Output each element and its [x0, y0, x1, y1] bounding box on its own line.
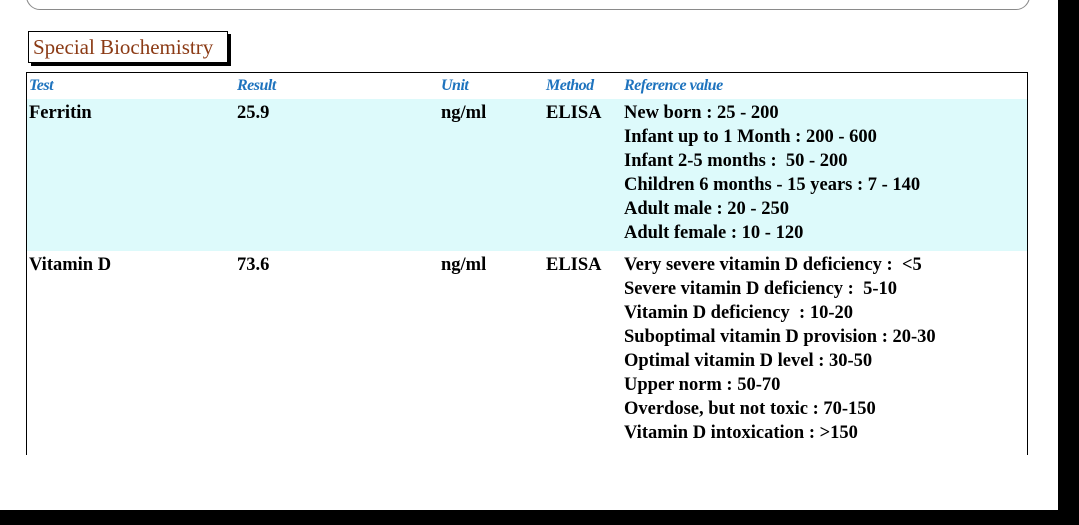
reference-line: Children 6 months - 15 years : 7 - 140: [624, 175, 921, 195]
reference-line: Suboptimal vitamin D provision : 20-30: [624, 327, 936, 347]
test-method: ELISA: [546, 255, 602, 275]
header-result: Result: [237, 77, 276, 94]
reference-line: Optimal vitamin D level : 30-50: [624, 351, 873, 371]
header-unit: Unit: [441, 77, 469, 94]
test-name: Vitamin D: [29, 255, 112, 275]
reference-line: Very severe vitamin D deficiency : <5: [624, 255, 922, 275]
table-row-vitamin-d: [27, 251, 1027, 455]
test-result: 73.6: [237, 255, 270, 275]
header-reference-value: Reference value: [624, 77, 723, 94]
reference-values: [624, 253, 936, 445]
test-method: ELISA: [546, 103, 602, 123]
reference-line: Overdose, but not toxic : 70-150: [624, 399, 876, 419]
test-unit: ng/ml: [441, 103, 487, 123]
reference-line: Adult male : 20 - 250: [624, 199, 789, 219]
header-method: Method: [546, 77, 594, 94]
reference-line: Adult female : 10 - 120: [624, 223, 804, 243]
test-unit: ng/ml: [441, 255, 487, 275]
reference-line: Infant up to 1 Month : 200 - 600: [624, 127, 877, 147]
results-table: [26, 72, 1028, 455]
table-header-row: [27, 75, 1027, 97]
table-row-ferritin: [27, 99, 1027, 251]
reference-line: Upper norm : 50-70: [624, 375, 781, 395]
reference-line: New born : 25 - 200: [624, 103, 779, 123]
reference-line: Infant 2-5 months : 50 - 200: [624, 151, 848, 171]
section-title: Special Biochemistry: [28, 31, 228, 63]
test-name: Ferritin: [29, 103, 92, 123]
reference-line: Severe vitamin D deficiency : 5-10: [624, 279, 897, 299]
header-test: Test: [29, 77, 54, 94]
reference-line: Vitamin D intoxication : >150: [624, 423, 858, 443]
reference-line: Vitamin D deficiency : 10-20: [624, 303, 853, 323]
test-result: 25.9: [237, 103, 270, 123]
previous-section-box: [26, 0, 1030, 10]
reference-values: [624, 101, 920, 245]
